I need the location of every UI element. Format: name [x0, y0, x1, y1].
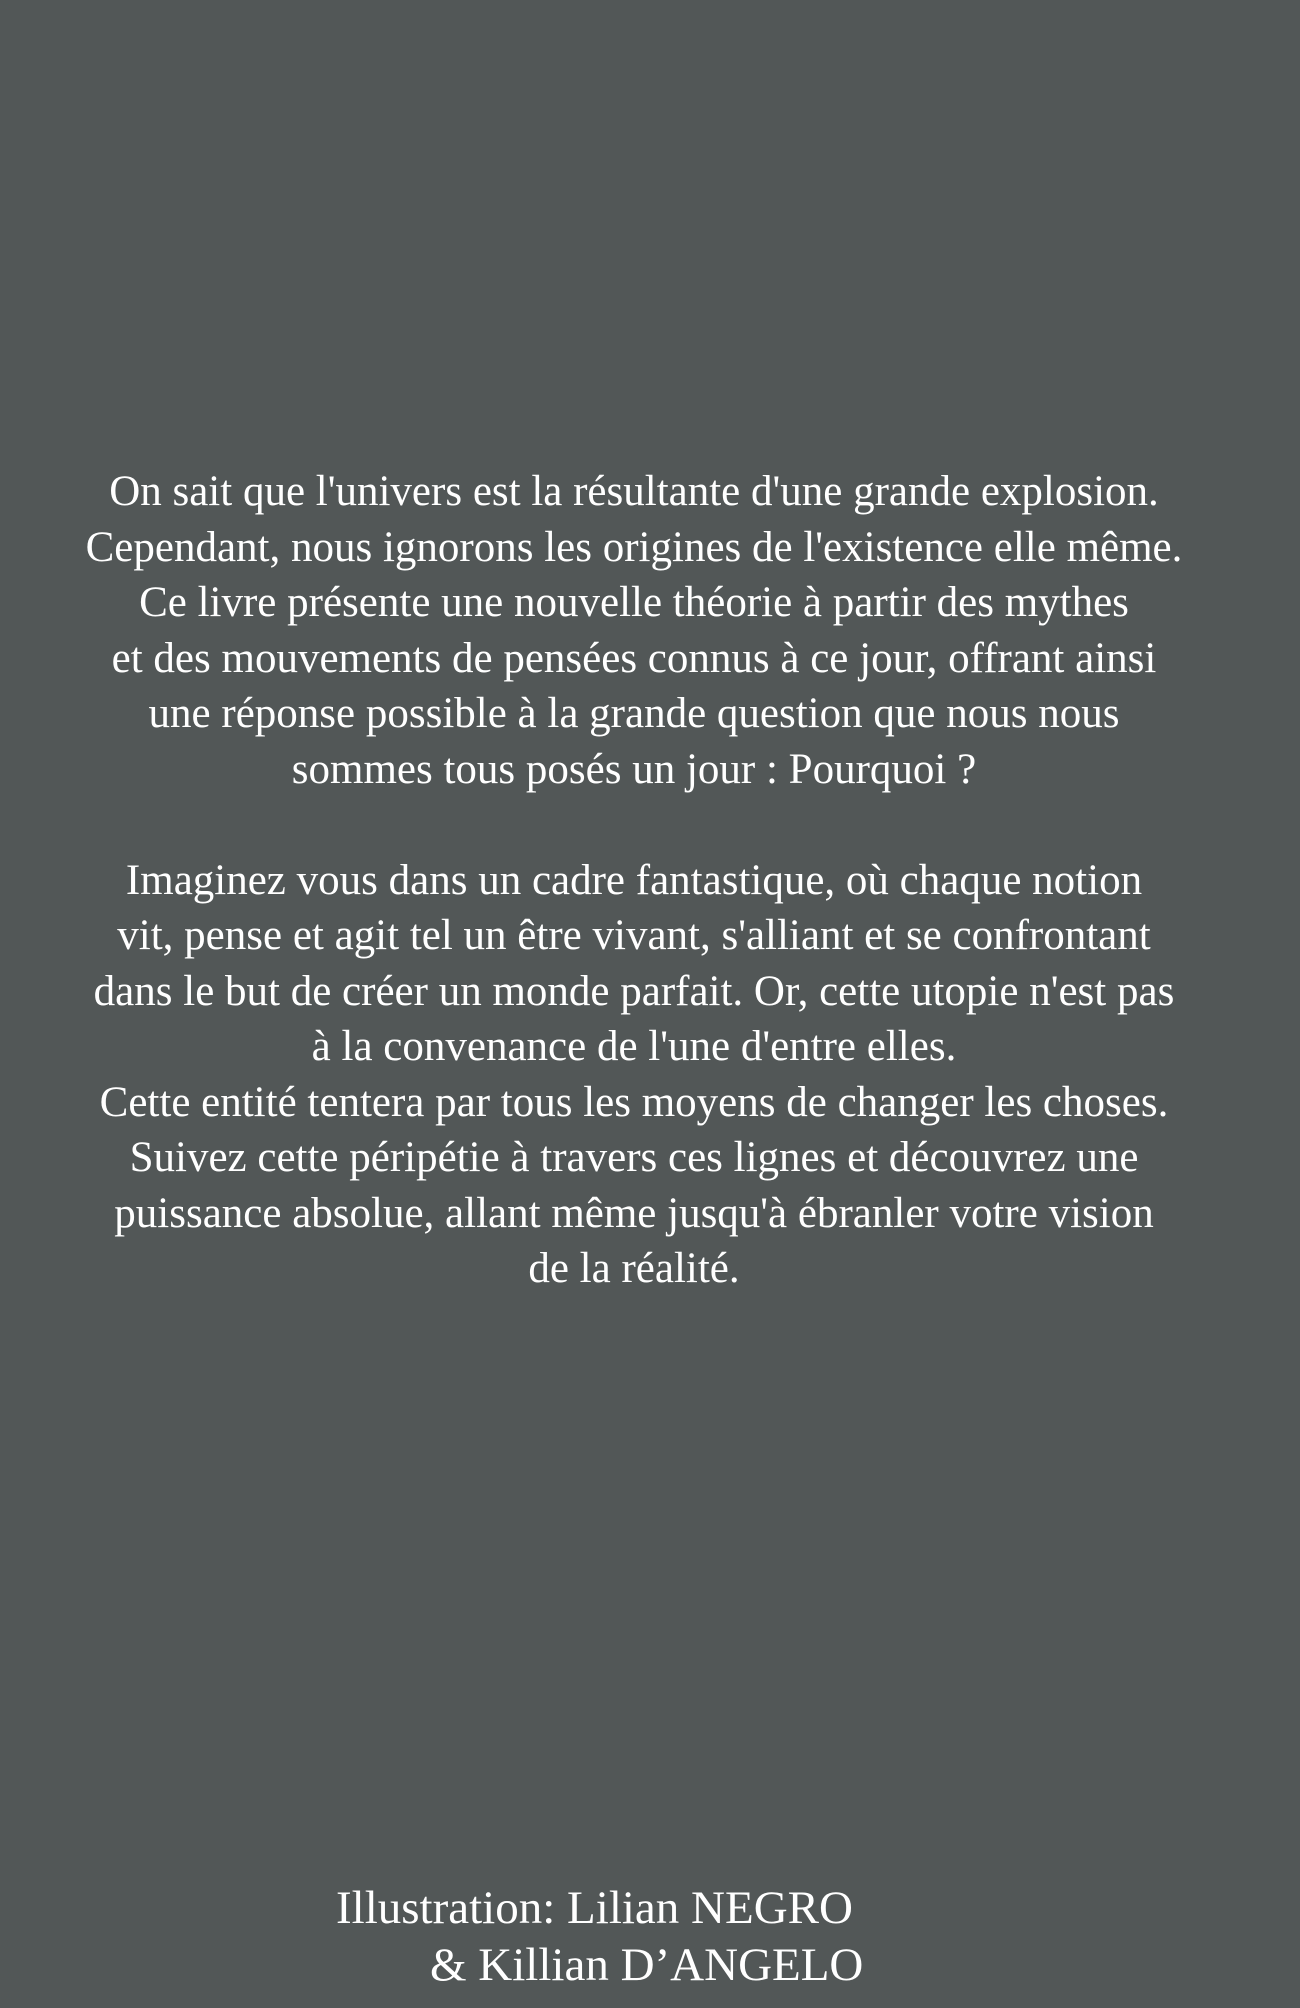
- paragraph-gap: [0, 797, 1268, 853]
- blurb-line: et des mouvements de pensées connus à ce jour, offrant ainsi: [111, 634, 1157, 682]
- blurb-line: Cette entité tentera par tous les moyens de changer les choses.: [99, 1078, 1169, 1126]
- blurb-line: Suivez cette péripétie à travers ces lignes et découvrez une: [129, 1134, 1139, 1181]
- credits-line-co-illustrator: & Killian D’ANGELO: [430, 1939, 864, 1991]
- blurb-line: une réponse possible à la grande question que nous nous: [148, 690, 1120, 737]
- blurb-line: sommes tous posés un jour : Pourquoi ?: [291, 745, 977, 793]
- illustration-credits: [336, 1880, 863, 1994]
- blurb-line: vit, pense et agit tel un être vivant, s'alliant et se confrontant: [117, 912, 1151, 959]
- blurb-line: à la convenance de l'une d'entre elles.: [311, 1023, 957, 1070]
- credits-line-illustrator: Illustration: Lilian NEGRO: [336, 1882, 853, 1934]
- blurb-line: Imaginez vous dans un cadre fantastique, où chaque notion: [125, 856, 1143, 904]
- blurb-line: de la réalité.: [528, 1245, 740, 1292]
- blurb-line: dans le but de créer un monde parfait. Or, cette utopie n'est pas: [93, 967, 1175, 1015]
- blurb-line: Ce livre présente une nouvelle théorie à partir des mythes: [139, 579, 1129, 626]
- back-cover-blurb: [0, 464, 1268, 1297]
- blurb-line: puissance absolue, allant même jusqu'à ébranler votre vision: [114, 1189, 1154, 1237]
- blurb-line: On sait que l'univers est la résultante d'une grande explosion.: [109, 468, 1159, 515]
- blurb-line: Cependant, nous ignorons les origines de l'existence elle même.: [85, 523, 1183, 571]
